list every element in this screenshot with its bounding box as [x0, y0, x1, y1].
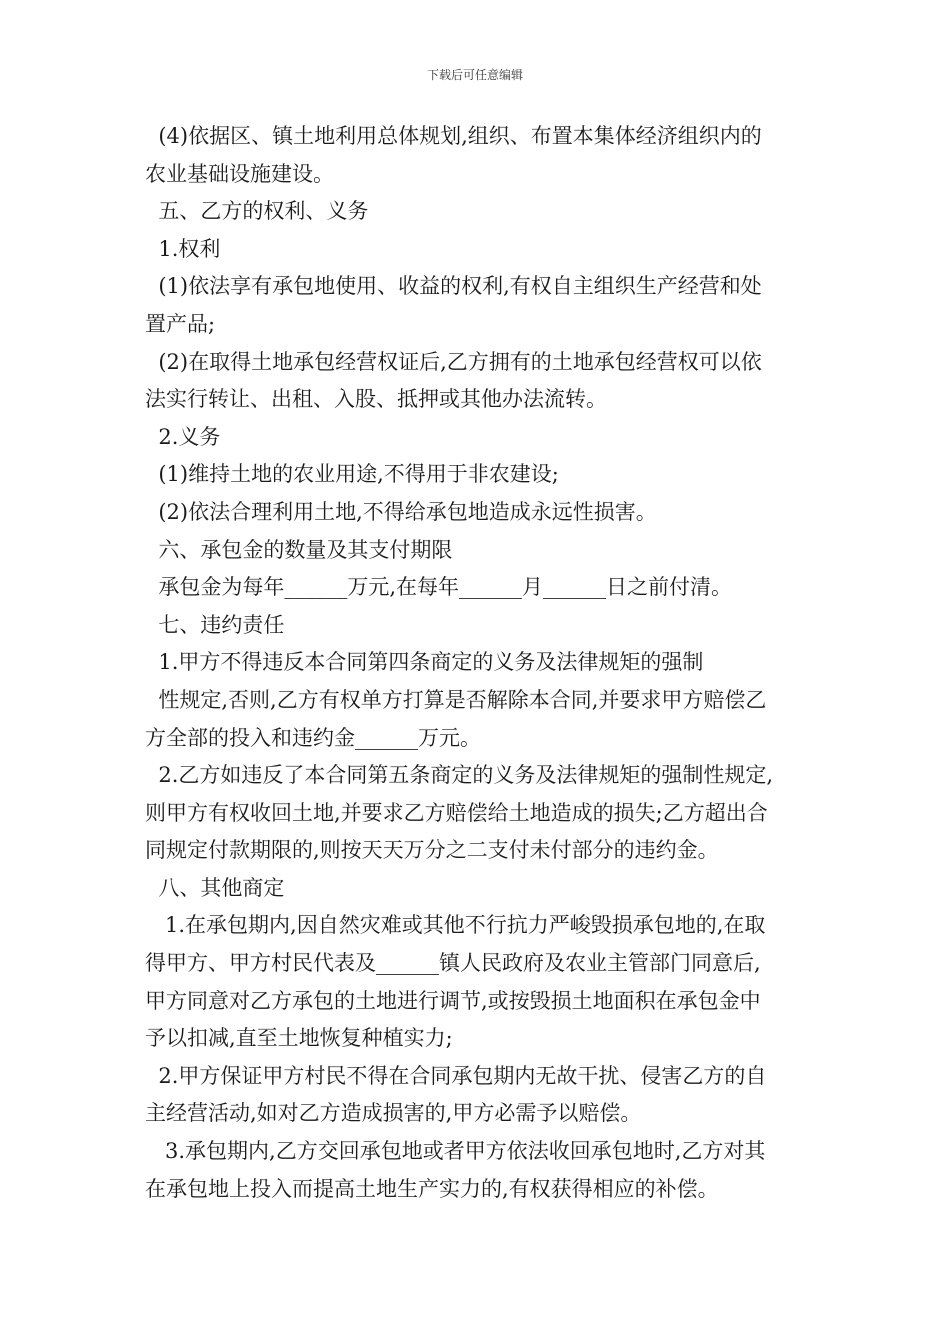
text-line: 置产品; [145, 311, 216, 336]
text-line: 在承包地上投入而提高土地生产实力的,有权获得相应的补偿。 [145, 1176, 719, 1201]
section-heading: 七、违约责任 [145, 612, 285, 637]
text-line: 予以扣减,直至土地恢复种植实力; [145, 1026, 453, 1051]
text-line: 1.甲方不得违反本合同第四条商定的义务及法律规矩的强制 [145, 650, 704, 675]
page-header-note: 下载后可任意编辑 [426, 68, 523, 82]
text-line: (1)维持土地的农业用途,不得用于非农建设; [145, 462, 559, 487]
text-line: 同规定付款期限的,则按天天万分之二支付未付部分的违约金。 [145, 838, 719, 863]
section-heading: 五、乙方的权利、义务 [145, 199, 369, 224]
text-line: 主经营活动,如对乙方造成损害的,甲方必需予以赔偿。 [145, 1101, 642, 1126]
section-heading: 八、其他商定 [145, 875, 285, 900]
text-line: 法实行转让、出租、入股、抵押或其他办法流转。 [145, 387, 607, 412]
text-line: (4)依据区、镇土地利用总体规划,组织、布置本集体经济组织内的 [145, 124, 762, 148]
text-line: 承包金为每年______万元,在每年______月______日之前付清。 [145, 575, 733, 600]
text-line: 则甲方有权收回土地,并要求乙方赔偿给土地造成的损失;乙方超出合 [145, 800, 768, 825]
text-line: 方全部的投入和违约金______万元。 [145, 725, 481, 750]
text-line: 得甲方、甲方村民代表及______镇人民政府及农业主管部门同意后, [145, 951, 761, 976]
section-heading: 六、承包金的数量及其支付期限 [145, 537, 453, 562]
text-line: 农业基础设施建设。 [145, 161, 334, 186]
text-line: 性规定,否则,乙方有权单方打算是否解除本合同,并要求甲方赔偿乙 [145, 687, 767, 712]
text-line: 1.在承包期内,因自然灾难或其他不行抗力严峻毁损承包地的,在取 [145, 913, 766, 938]
text-line: 2.乙方如违反了本合同第五条商定的义务及法律规矩的强制性规定, [145, 763, 774, 788]
text-line: 3.承包期内,乙方交回承包地或者甲方依法收回承包地时,乙方对其 [145, 1139, 766, 1164]
subsection-heading: 1.权利 [145, 236, 221, 261]
document-body [145, 118, 815, 1208]
text-line: (2)在取得土地承包经营权证后,乙方拥有的土地承包经营权可以依 [145, 349, 762, 374]
text-line: (2)依法合理利用土地,不得给承包地造成永远性损害。 [145, 499, 657, 524]
subsection-heading: 2.义务 [145, 424, 221, 449]
text-line: 2.甲方保证甲方村民不得在合同承包期内无故干扰、侵害乙方的自 [145, 1063, 767, 1088]
text-line: 甲方同意对乙方承包的土地进行调节,或按毁损土地面积在承包金中 [145, 988, 761, 1013]
text-line: (1)依法享有承包地使用、收益的权利,有权自主组织生产经营和处 [145, 274, 762, 299]
